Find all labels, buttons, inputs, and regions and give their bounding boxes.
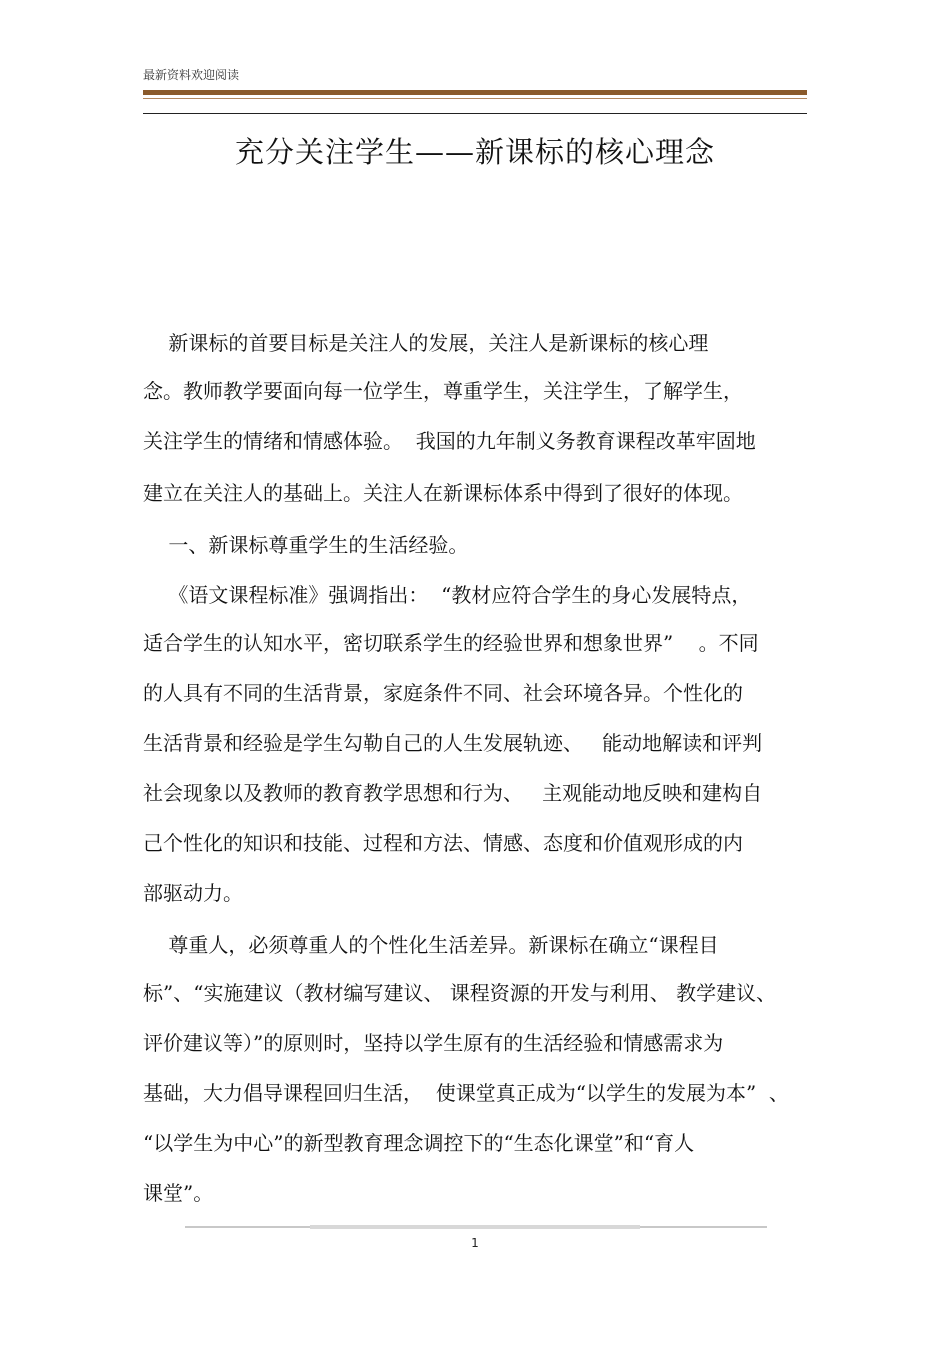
- body-line: 尊重人，必须尊重人的个性化生活差异。新课标在确立“课程目: [143, 933, 719, 957]
- document-title: 充分关注学生——新课标的核心理念: [234, 135, 715, 169]
- body-line: 社会现象以及教师的教育教学思想和行为、 主观能动地反映和建构自: [143, 781, 763, 805]
- body-line: 念。教师教学要面向每一位学生，尊重学生，关注学生，了解学生，: [143, 379, 743, 403]
- body-line: 适合学生的认知水平，密切联系学生的经验世界和想象世界” 。不同: [143, 631, 759, 655]
- body-line: 《语文课程标准》强调指出： “教材应符合学生的身心发展特点，: [143, 583, 752, 607]
- header-rule-thick: [143, 90, 807, 95]
- body-line: 课堂”。: [143, 1181, 214, 1205]
- body-line: 己个性化的知识和技能、过程和方法、情感、态度和价值观形成的内: [143, 831, 743, 855]
- body-line: 新课标的首要目标是关注人的发展，关注人是新课标的核心理: [143, 331, 709, 355]
- body-line: 关注学生的情绪和情感体验。 我国的九年制义务教育课程改革牢固地: [143, 429, 756, 453]
- body-line: 基础，大力倡导课程回归生活， 使课堂真正成为“以学生的发展为本” 、: [143, 1081, 789, 1105]
- running-header: 最新资料欢迎阅读: [143, 68, 240, 82]
- body-line: 部驱动力。: [143, 881, 243, 905]
- page-number: 1: [471, 1236, 479, 1250]
- body-line: 评价建议等）”的原则时，坚持以学生原有的生活经验和情感需求为: [143, 1031, 724, 1055]
- body-line: “以学生为中心”的新型教育理念调控下的“生态化课堂”和“育人: [143, 1131, 695, 1155]
- body-line: 的人具有不同的生活背景，家庭条件不同、社会环境各异。个性化的: [143, 681, 743, 705]
- section-heading: 一、新课标尊重学生的生活经验。: [143, 533, 469, 557]
- header-rule-thin: [143, 98, 807, 99]
- footer-rule-center: [310, 1225, 640, 1229]
- body-line: 生活背景和经验是学生勾勒自己的人生发展轨迹、 能动地解读和评判: [143, 731, 763, 755]
- body-line: 标”、“实施建议（教材编写建议、 课程资源的开发与利用、 教学建议、: [143, 981, 777, 1005]
- header-rule-line: [143, 113, 807, 114]
- body-line: 建立在关注人的基础上。关注人在新课标体系中得到了很好的体现。: [143, 481, 743, 505]
